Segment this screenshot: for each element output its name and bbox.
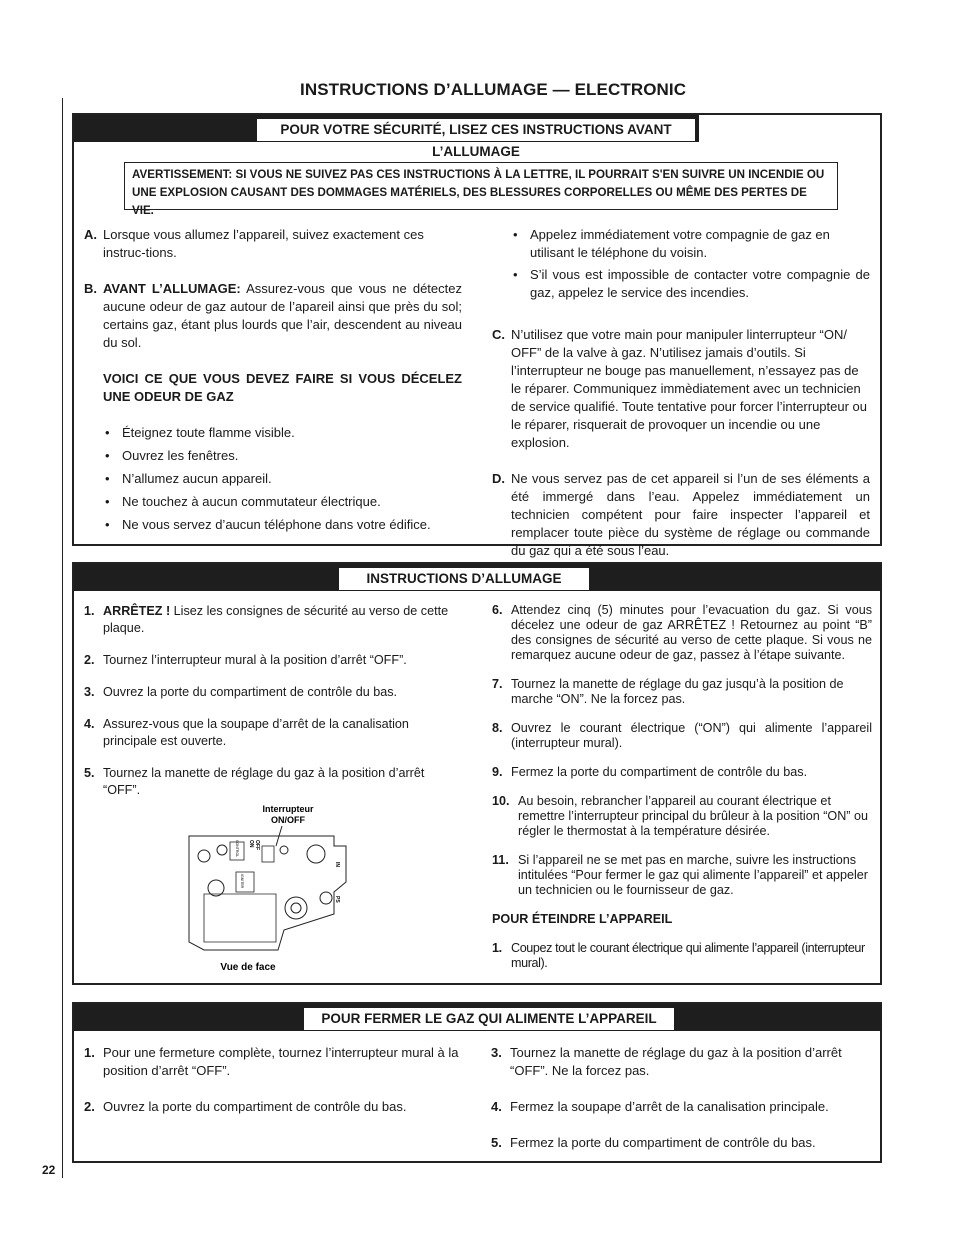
step-number: 1.	[84, 604, 95, 618]
safety-section	[72, 113, 882, 558]
odor-bullets	[84, 424, 462, 534]
item-key: C.	[492, 327, 505, 342]
safety-left-column	[84, 226, 462, 539]
lighting-step-9	[492, 765, 872, 780]
step-number: 9.	[492, 765, 503, 779]
shutoff-right-column	[491, 1044, 871, 1152]
igniter-label: IGNITER	[240, 874, 244, 889]
valve-port-icon	[307, 845, 325, 863]
step-text: Fermez la porte du compartiment de contrôle du bas.	[511, 765, 808, 779]
lighting-step-10	[492, 794, 872, 839]
list-item: • Ne touchez à aucun commutateur électrique.	[103, 493, 462, 511]
right-bullets	[492, 226, 870, 302]
gas-knob-icon	[285, 897, 307, 919]
step-number: 6.	[492, 603, 503, 617]
lighting-header-bar	[74, 564, 882, 591]
lighting-step-5	[84, 765, 462, 799]
safety-item-d	[492, 470, 870, 560]
control-label: CONTROL	[235, 840, 239, 858]
step-number: 2.	[84, 1099, 95, 1114]
list-item: • Ne vous servez d’aucun téléphone dans votre édifice.	[103, 516, 462, 534]
step-text: Au besoin, rebrancher l’appareil au courant électrique et remettre l’interrupteur principal du brûleur à la position “ON” ou régler le thermostat à la température désirée.	[518, 794, 868, 838]
step-number: 7.	[492, 677, 503, 691]
item-text: Ne vous servez pas de cet appareil si l’un de ses éléments a été immergé dans l’eau. Appelez immédiatement un technicien compétent pour faire inspecter l’appareil et remplacer toute pièce du système de réglage ou commande du gaz qui a été sous l’eau.	[511, 471, 870, 558]
shutoff-left-column	[84, 1044, 462, 1116]
step-text: Ouvrez le courant électrique (“ON”) qui alimente l’appareil (interrupteur mural).	[511, 721, 872, 750]
shutoff-step-3	[491, 1044, 871, 1080]
step-text: Ouvrez la porte du compartiment de contrôle du bas.	[103, 1099, 407, 1114]
step-number: 3.	[491, 1045, 502, 1060]
step-text: Si l’appareil ne se met pas en marche, suivre les instructions intitulées “Pour fermer le gaz qui alimente l’appareil” et appeler un technicien ou le fournisseur de gaz.	[518, 853, 869, 897]
page-number: 22	[42, 1163, 56, 1177]
valve-port-icon	[320, 892, 332, 904]
gas-valve-drawing	[186, 802, 366, 978]
list-item: • Éteignez toute flamme visible.	[103, 424, 462, 442]
lighting-step-3	[84, 684, 462, 701]
list-item: • N’allumez aucun appareil.	[103, 470, 462, 488]
switch-label-1: Interrupteur	[262, 804, 314, 814]
step-number: 2.	[84, 653, 95, 667]
lighting-left-column	[84, 603, 462, 799]
valve-port-icon	[208, 880, 224, 896]
step-text: Ouvrez la porte du compartiment de contrôle du bas.	[103, 685, 398, 699]
item-key: B.	[84, 281, 97, 296]
safety-warning: AVERTISSEMENT: SI VOUS NE SUIVEZ PAS CES INSTRUCTIONS À LA LETTRE, IL POURRAIT S'EN SUIVRE UN INCENDIE OU UNE EXPLOSION CAUSANT DES DOMMAGES MATÉRIELS, DES BLESSURES CORPORELLES OU MÊME DES PERTES DE VIE.	[124, 162, 838, 210]
valve-plate	[204, 894, 276, 942]
switch-on-label: ON	[248, 840, 254, 848]
item-text: N’utilisez que votre main pour manipuler linterrupteur “ON/ OFF” de la valve à gaz. N’utilisez jamais d’outils. Si l’interrupteur ne bouge pas manuellement, n’essayez pas de le réparer. Communiquez immèdiatement avec un technicien de service qualifié. Toute tentative pour forcer l’interrupteur ou le réparer, risquerait de provoquer un incendie ou une explosion.	[511, 327, 868, 450]
step-number: 4.	[84, 717, 95, 731]
valve-port-icon	[280, 846, 288, 854]
shutoff-step-5	[491, 1134, 871, 1152]
switch-icon	[262, 846, 274, 862]
step-number: 10.	[492, 794, 510, 808]
step-text: Tournez la manette de réglage du gaz à la position d’arrêt “OFF”. Ne la forcez pas.	[510, 1045, 842, 1078]
lighting-step-11	[492, 853, 872, 898]
item-text: Lorsque vous allumez l’appareil, suivez exactement ces instruc-tions.	[103, 227, 424, 260]
safety-item-c	[492, 326, 870, 452]
lighting-header: INSTRUCTIONS D’ALLUMAGE	[339, 568, 589, 590]
step-text: Coupez tout le courant électrique qui alimente l’appareil (interrupteur mural).	[511, 941, 865, 970]
item-key: A.	[84, 227, 97, 242]
shutoff-section	[72, 1002, 882, 1163]
turn-off-step-1	[492, 941, 872, 971]
step-text: Pour une fermeture complète, tournez l’interrupteur mural à la position d’arrêt “OFF”.	[103, 1045, 459, 1078]
lighting-step-4	[84, 716, 462, 750]
shutoff-header-bar	[74, 1004, 882, 1031]
step-label: ARRÊTEZ !	[103, 604, 171, 618]
shutoff-step-1	[84, 1044, 462, 1080]
step-number: 1.	[84, 1045, 95, 1060]
item-text: Assurez-vous que vous ne détectez aucune odeur de gaz autour de l’apareil ainsi que près du sol; certains gaz, étant plus lourds que l’air, descendent au niveau du sol.	[103, 281, 462, 350]
item-label: AVANT L’ALLUMAGE:	[103, 281, 241, 296]
ps-label: PS	[334, 896, 340, 903]
gas-knob-center-icon	[291, 903, 301, 913]
step-text: Assurez-vous que la soupape d’arrêt de la canalisation principale est ouverte.	[103, 717, 409, 748]
step-text: Tournez la manette de réglage du gaz à la position d’arrêt “OFF”.	[103, 766, 425, 797]
lighting-right-column	[492, 603, 872, 971]
lighting-section	[72, 562, 882, 985]
step-number: 3.	[84, 685, 95, 699]
list-item: • S’il vous est impossible de contacter votre compagnie de gaz, appelez le service des incendies.	[511, 266, 870, 302]
step-text: Tournez la manette de réglage du gaz jusqu’à la position de marche “ON”. Ne la forcez pas.	[511, 677, 844, 706]
front-view-label: Vue de face	[220, 962, 276, 973]
switch-off-label: OFF	[254, 840, 260, 850]
lighting-step-1	[84, 603, 462, 637]
igniter-terminal	[236, 872, 254, 892]
safety-header: POUR VOTRE SÉCURITÉ, LISEZ CES INSTRUCTIONS AVANT L’ALLUMAGE	[257, 119, 695, 141]
safety-header-bar	[74, 115, 699, 159]
shutoff-header: POUR FERMER LE GAZ QUI ALIMENTE L’APPAREIL	[304, 1008, 674, 1030]
margin-rule	[62, 98, 63, 1178]
step-text: Tournez l’interrupteur mural à la position d’arrêt “OFF”.	[103, 653, 407, 667]
odor-heading: VOICI CE QUE VOUS DEVEZ FAIRE SI VOUS DÉCELEZ UNE ODEUR DE GAZ	[103, 371, 462, 404]
shutoff-step-4	[491, 1098, 871, 1116]
turn-off-heading: POUR ÉTEINDRE L’APPAREIL	[492, 912, 673, 926]
safety-item-b	[84, 280, 462, 352]
item-key: D.	[492, 471, 505, 486]
lighting-step-8	[492, 721, 872, 751]
valve-port-icon	[198, 850, 210, 862]
step-text: Lisez les consignes de sécurité au verso de cette plaque.	[103, 604, 449, 635]
lighting-step-2	[84, 652, 462, 669]
lighting-step-6	[492, 603, 872, 663]
step-number: 8.	[492, 721, 503, 735]
step-number: 1.	[492, 941, 502, 955]
step-number: 11.	[492, 853, 509, 867]
page-title: INSTRUCTIONS D’ALLUMAGE — ELECTRONIC	[300, 80, 687, 99]
gas-valve-diagram	[186, 802, 366, 978]
safety-right-column	[492, 226, 870, 560]
step-number: 5.	[84, 766, 95, 780]
step-number: 4.	[491, 1099, 502, 1114]
step-text: Fermez la porte du compartiment de contrôle du bas.	[510, 1135, 816, 1150]
valve-port-icon	[217, 845, 227, 855]
step-number: 5.	[491, 1135, 502, 1150]
switch-label-2: ON/OFF	[271, 815, 305, 825]
shutoff-step-2	[84, 1098, 462, 1116]
safety-item-a	[84, 226, 462, 262]
lighting-step-7	[492, 677, 872, 707]
step-text: Attendez cinq (5) minutes pour l’evacuation du gaz. Si vous décelez une odeur de gaz ARRÊTEZ ! Retournez au point “B” des consignes de sécurité au verso de cette plaque. Si vous ne remarquez aucune odeur de gaz, passez à l’étape suivante.	[511, 603, 872, 662]
step-text: Fermez la soupape d’arrêt de la canalisation principale.	[510, 1099, 829, 1114]
list-item: • Appelez immédiatement votre compagnie de gaz en utilisant le téléphone du voisin.	[511, 226, 870, 262]
inlet-label: IN	[334, 862, 340, 867]
list-item: • Ouvrez les fenêtres.	[103, 447, 462, 465]
